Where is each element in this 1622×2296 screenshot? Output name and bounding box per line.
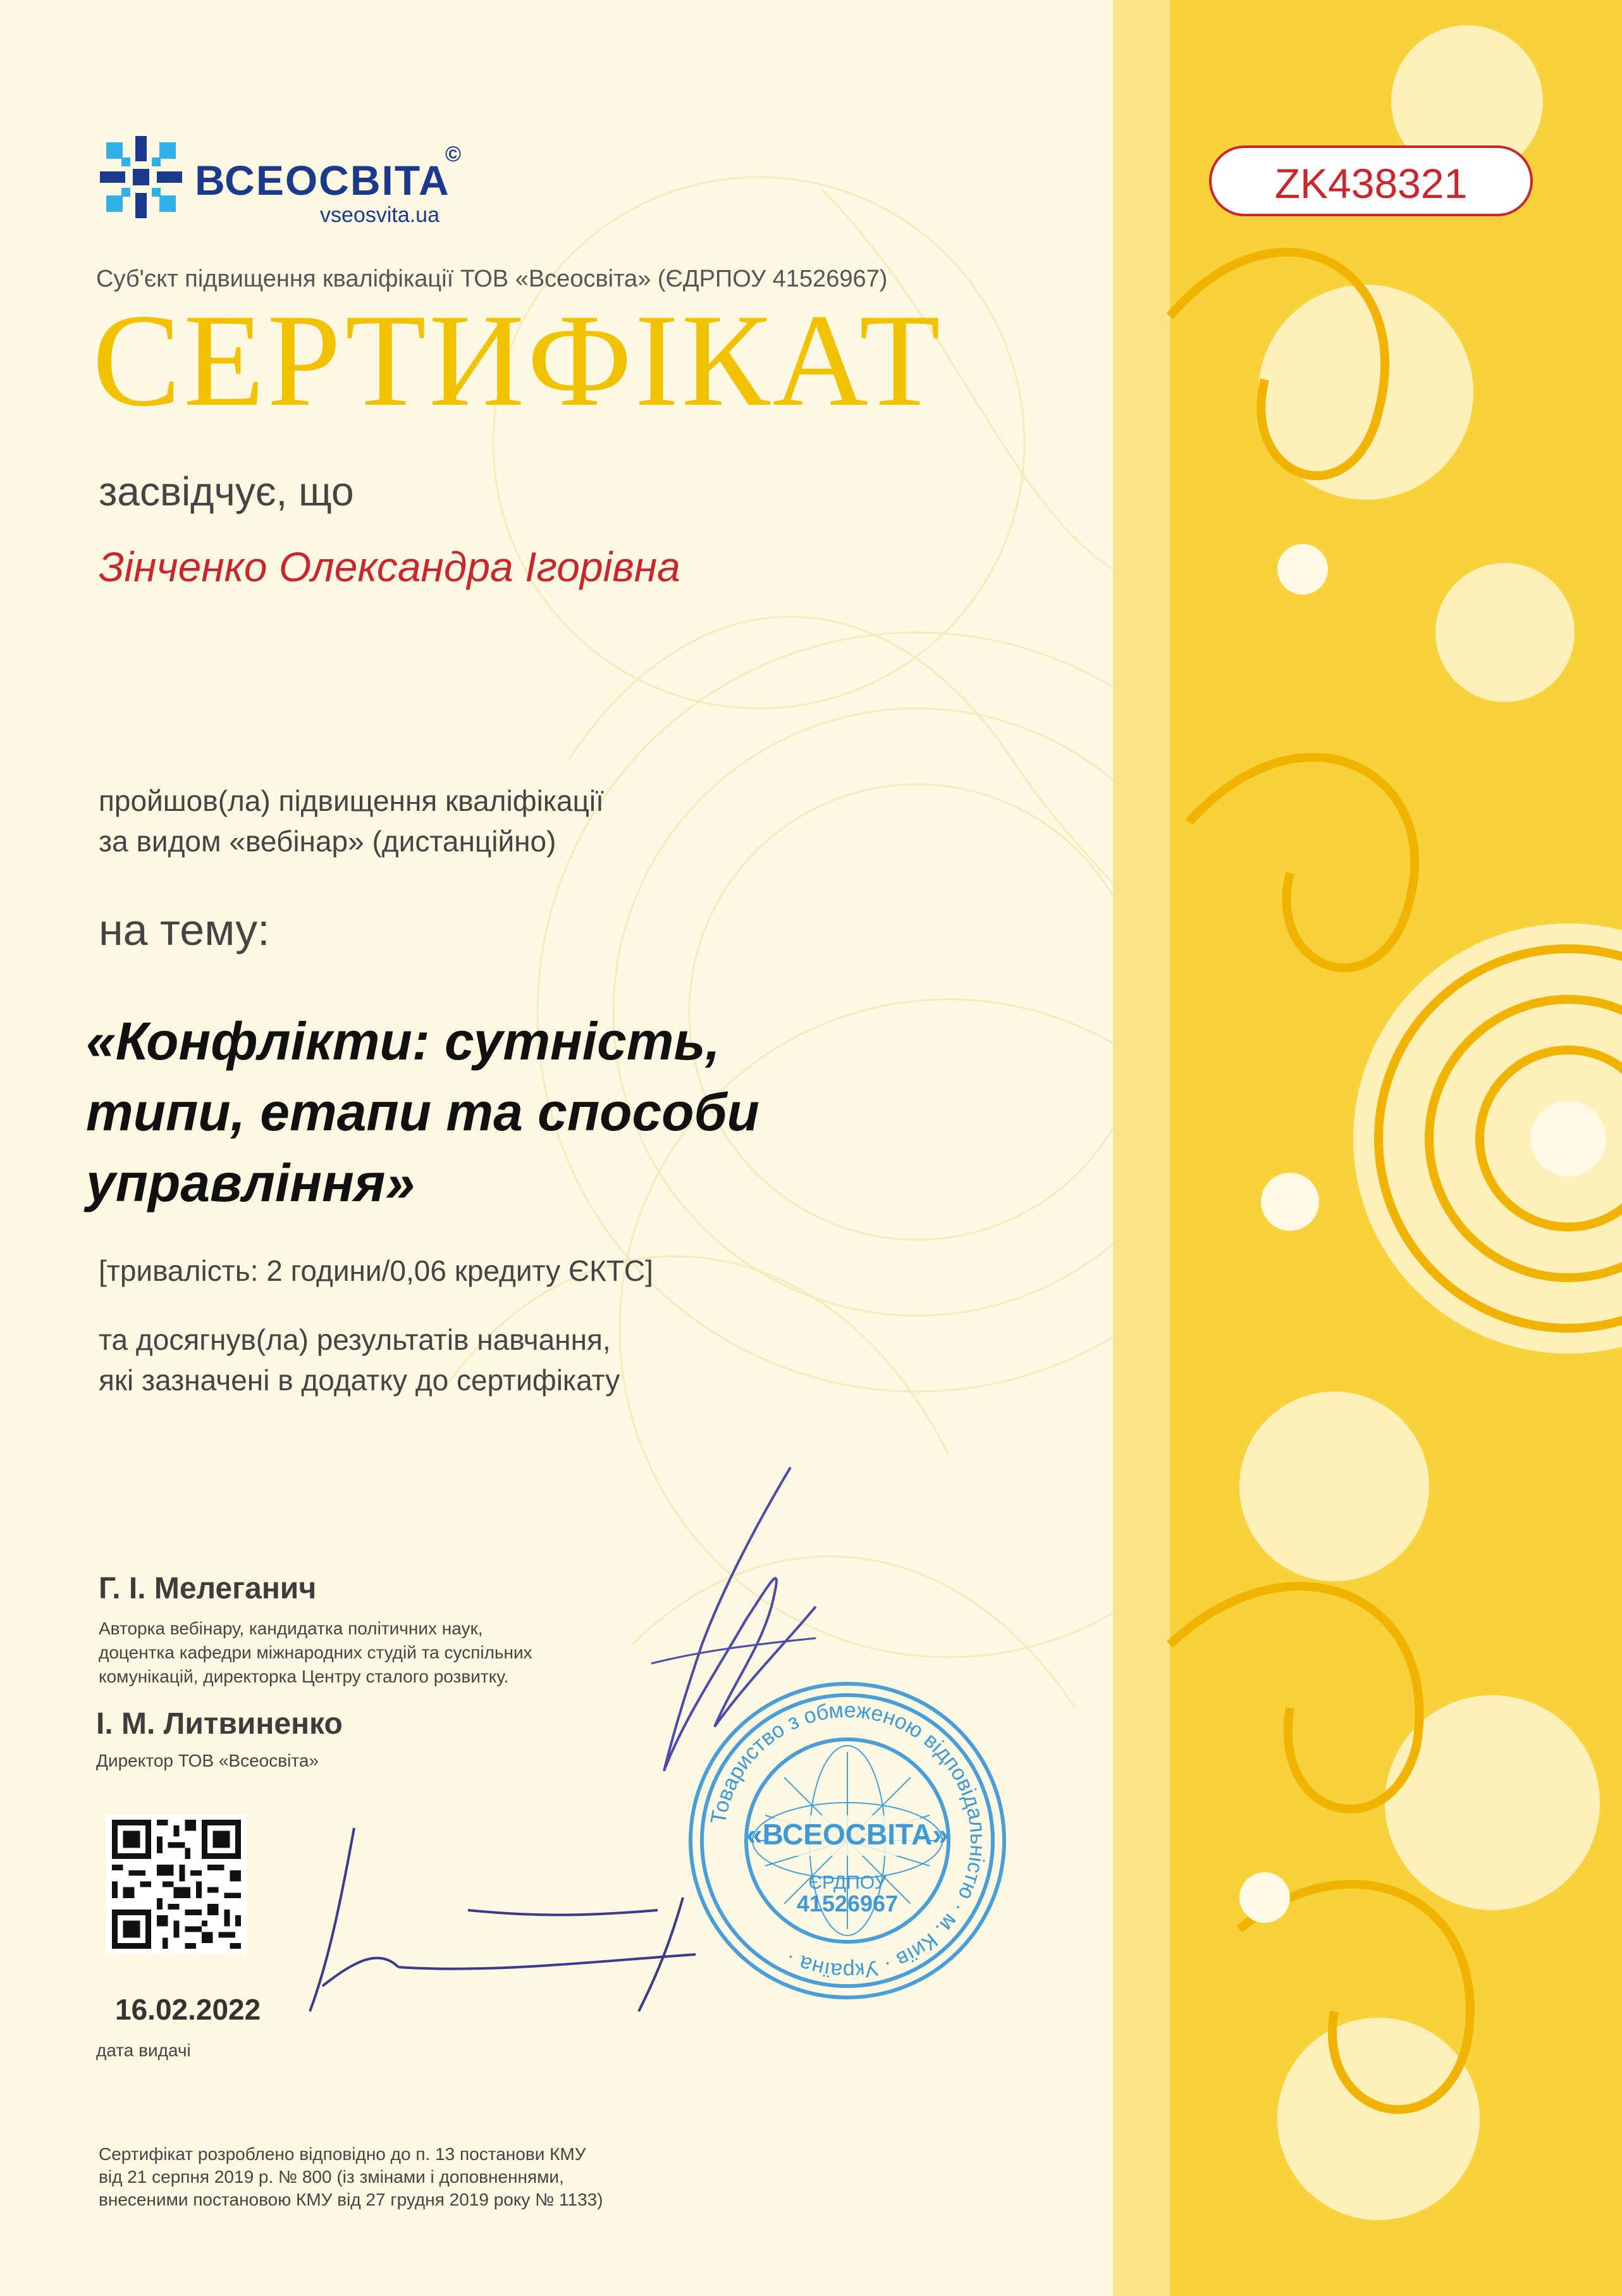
on-topic-label: на тему: <box>99 905 270 954</box>
legal-line: Сертифікат розроблено відповідно до п. 13 постанови КМУ <box>99 2144 586 2164</box>
copyright-mark: © <box>445 142 462 166</box>
certificate-title: СЕРТИФІКАТ <box>92 287 943 434</box>
achievement-line: які зазначені в додатку до сертифікату <box>99 1364 620 1397</box>
provider-line: Суб'єкт підвищення кваліфікації ТОВ «Всеосвіта» (ЄДРПОУ 41526967) <box>96 266 888 292</box>
webinar-topic <box>86 1006 845 1218</box>
stamp-code: 41526967 <box>796 1891 899 1916</box>
qr-code-icon[interactable] <box>106 1814 247 1954</box>
signer-role-director: Директор ТОВ «Всеосвіта» <box>96 1751 319 1770</box>
role-line: комунікацій, директорка Центру сталого розвитку. <box>99 1667 509 1686</box>
certifies-text: засвідчує, що <box>99 469 354 514</box>
legal-line: внесеними постановою КМУ від 27 грудня 2019 року № 1133) <box>99 2190 603 2209</box>
recipient-name: Зінченко Олександра Ігорівна <box>99 543 680 590</box>
signer-name-author: Г. І. Мелеганич <box>99 1572 317 1605</box>
legal-note <box>99 2143 794 2211</box>
duration-text: [тривалість: 2 години/0,06 кредиту ЄКТС] <box>99 1254 653 1287</box>
logo-wordmark: ВСЕОСВІТА <box>195 157 450 204</box>
signer-name-director: І. М. Литвиненко <box>96 1707 343 1741</box>
stamp-center-text: «ВСЕОСВІТА» <box>746 1818 949 1851</box>
qualification-text <box>99 781 604 861</box>
achievement-text <box>99 1319 620 1400</box>
topic-line: типи, етапи та способи <box>86 1082 759 1142</box>
qualification-line: за видом «вебінар» (дистанційно) <box>99 825 556 858</box>
qualification-line: пройшов(ла) підвищення кваліфікації <box>99 784 604 817</box>
logo-url: vseosvita.ua <box>320 203 439 227</box>
company-stamp <box>683 1676 1012 2005</box>
topic-line: управління» <box>86 1153 415 1213</box>
stamp-ring-text: Товариство з обмеженою відповідальністю · м. Київ · Україна · <box>706 1698 990 1984</box>
achievement-line: та досягнув(ла) результатів навчання, <box>99 1323 611 1356</box>
signer-role-author <box>99 1617 668 1689</box>
issue-date-label: дата видачі <box>96 2040 191 2060</box>
legal-line: від 21 серпня 2019 р. № 800 (із змінами і доповненнями, <box>99 2167 564 2187</box>
ornamental-band <box>1113 0 1622 2296</box>
topic-line: «Конфлікти: сутність, <box>86 1011 720 1071</box>
stamp-code-label: ЄРДПОУ <box>808 1872 887 1893</box>
role-line: доцентка кафедри міжнародних студій та суспільних <box>99 1643 532 1662</box>
role-line: Авторка вебінару, кандидатка політичних наук, <box>99 1619 483 1638</box>
vseosvita-logo <box>94 130 486 231</box>
issue-date: 16.02.2022 <box>115 1993 261 2026</box>
certificate-number: ZK438321 <box>1209 145 1533 216</box>
snowflake-logo-icon <box>94 130 188 225</box>
